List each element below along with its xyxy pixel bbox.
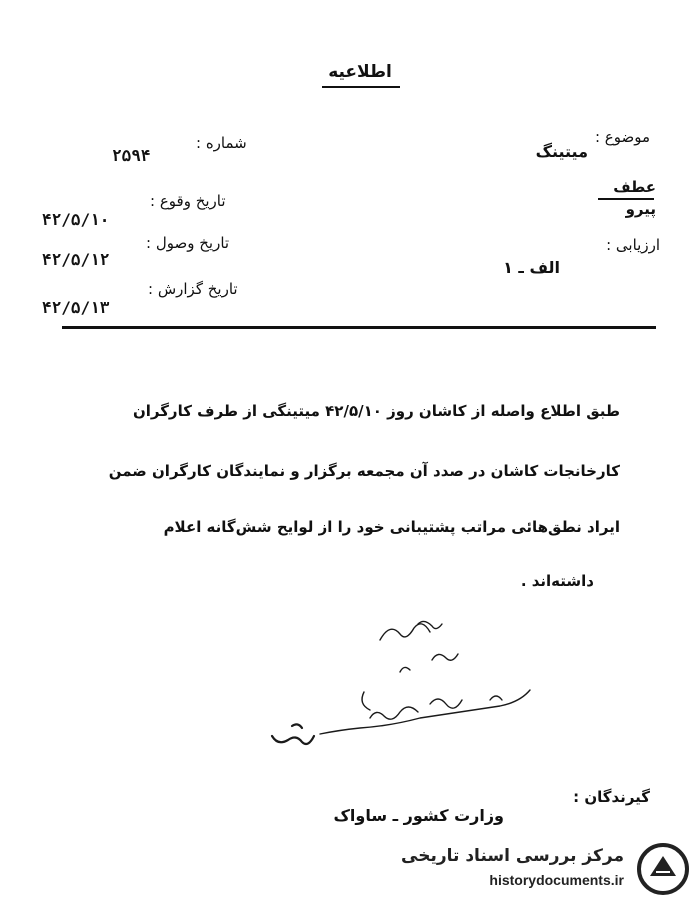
watermark-name: مرکز بررسی اسناد تاریخی: [401, 846, 624, 866]
evaluation-value: الف ـ ۱: [503, 258, 560, 277]
body-line-1: طبق اطلاع واصله از کاشان روز ۴۲/۵/۱۰ میتینگی از طرف کارگران: [132, 402, 620, 420]
body-line-4: داشته‌اند .: [520, 572, 594, 590]
occurrence-date-value: ۴۲/۵/۱۰: [42, 210, 110, 229]
report-date-value: ۴۲/۵/۱۳: [42, 298, 110, 317]
reference-label: عطف: [613, 178, 656, 196]
followup-label: پیرو: [625, 200, 656, 218]
initial-mark: [262, 716, 322, 756]
received-date-value: ۴۲/۵/۱۲: [42, 250, 110, 269]
evaluation-label: ارزیابی :: [606, 236, 660, 254]
recipients-label: گیرندگان :: [573, 788, 650, 806]
document-title: اطلاعیه: [328, 62, 392, 82]
title-underline: [322, 86, 400, 88]
body-line-2: کارخانجات کاشان در صدد آن مجمعه برگزار و نمایندگان کارگران ضمن: [108, 462, 620, 480]
archive-logo-icon: [636, 842, 690, 896]
report-date-label: تاریخ گزارش :: [148, 280, 238, 298]
number-value: ۲۵۹۴: [112, 146, 151, 165]
body-line-3: ایراد نطق‌هائی مراتب پشتیبانی خود را از لوایح شش‌گانه اعلام: [163, 518, 620, 536]
received-date-label: تاریخ وصول :: [146, 234, 230, 252]
header-divider: [62, 326, 656, 329]
subject-value: میتینگ: [535, 142, 588, 161]
number-label: شماره :: [196, 134, 247, 152]
occurrence-date-label: تاریخ وقوع :: [150, 192, 226, 210]
subject-label: موضوع :: [594, 128, 650, 146]
watermark-site: historydocuments.ir: [489, 872, 624, 888]
recipients-value: وزارت کشور ـ ساواک: [333, 806, 504, 825]
